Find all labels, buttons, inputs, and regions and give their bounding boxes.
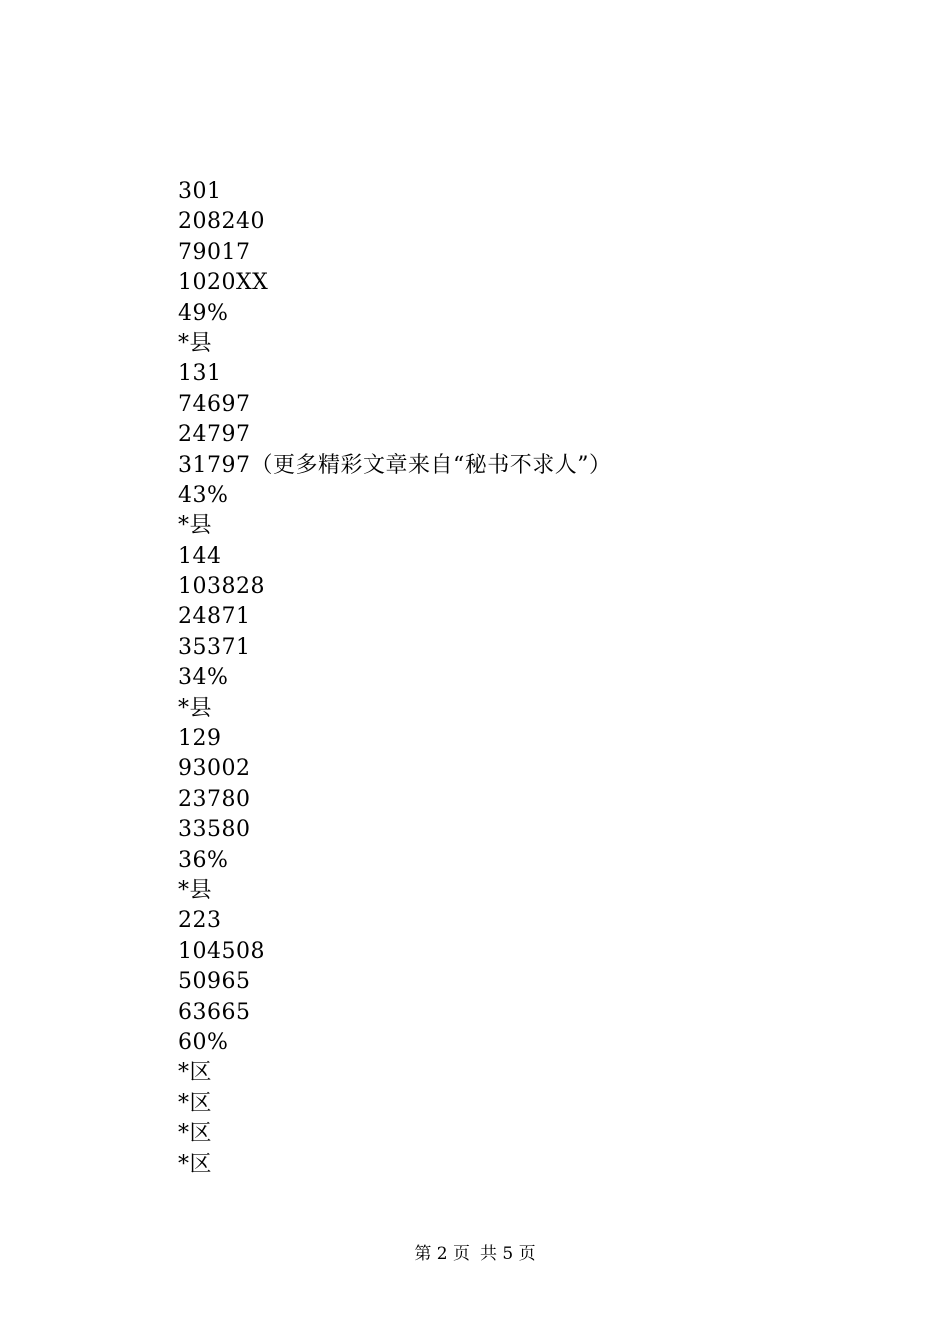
text-line: 36%: [178, 847, 229, 873]
page-footer: [0, 1242, 950, 1266]
page-total: 共 5 页: [480, 1244, 536, 1264]
document-body: [178, 177, 878, 1180]
text-line: 24797: [178, 422, 251, 448]
text-line: 24871: [178, 604, 251, 630]
text-line: 50965: [178, 969, 251, 995]
text-line: 23780: [178, 786, 251, 812]
text-line: *县: [178, 695, 213, 721]
text-line: 301: [178, 179, 222, 204]
text-line: 35371: [178, 634, 251, 660]
text-line: *区: [178, 1060, 213, 1086]
text-line: 33580: [178, 817, 251, 843]
text-line: 208240: [178, 209, 265, 235]
text-line: *区: [178, 1151, 213, 1177]
text-line: *区: [178, 1121, 213, 1147]
text-line: 43%: [178, 482, 229, 508]
text-line: *县: [178, 330, 213, 356]
text-line: 31797（更多精彩文章来自“秘书不求人”）: [178, 452, 612, 478]
page-number: 第 2 页: [414, 1244, 470, 1264]
text-line: 103828: [178, 574, 265, 600]
text-line: 104508: [178, 938, 265, 964]
text-line: 131: [178, 361, 222, 387]
text-line: 93002: [178, 756, 251, 782]
text-line: 79017: [178, 239, 251, 265]
text-line: 129: [178, 726, 222, 752]
text-line: 74697: [178, 391, 251, 417]
text-line: 1020XX: [178, 270, 269, 296]
text-line: 223: [178, 908, 222, 934]
text-line: *县: [178, 513, 213, 539]
text-line: *区: [178, 1090, 213, 1116]
text-line: 144: [178, 543, 222, 569]
text-line: 34%: [178, 665, 229, 691]
text-line: 63665: [178, 999, 251, 1025]
text-line: 49%: [178, 300, 229, 326]
text-line: *县: [178, 877, 213, 903]
text-line: 60%: [178, 1029, 229, 1055]
